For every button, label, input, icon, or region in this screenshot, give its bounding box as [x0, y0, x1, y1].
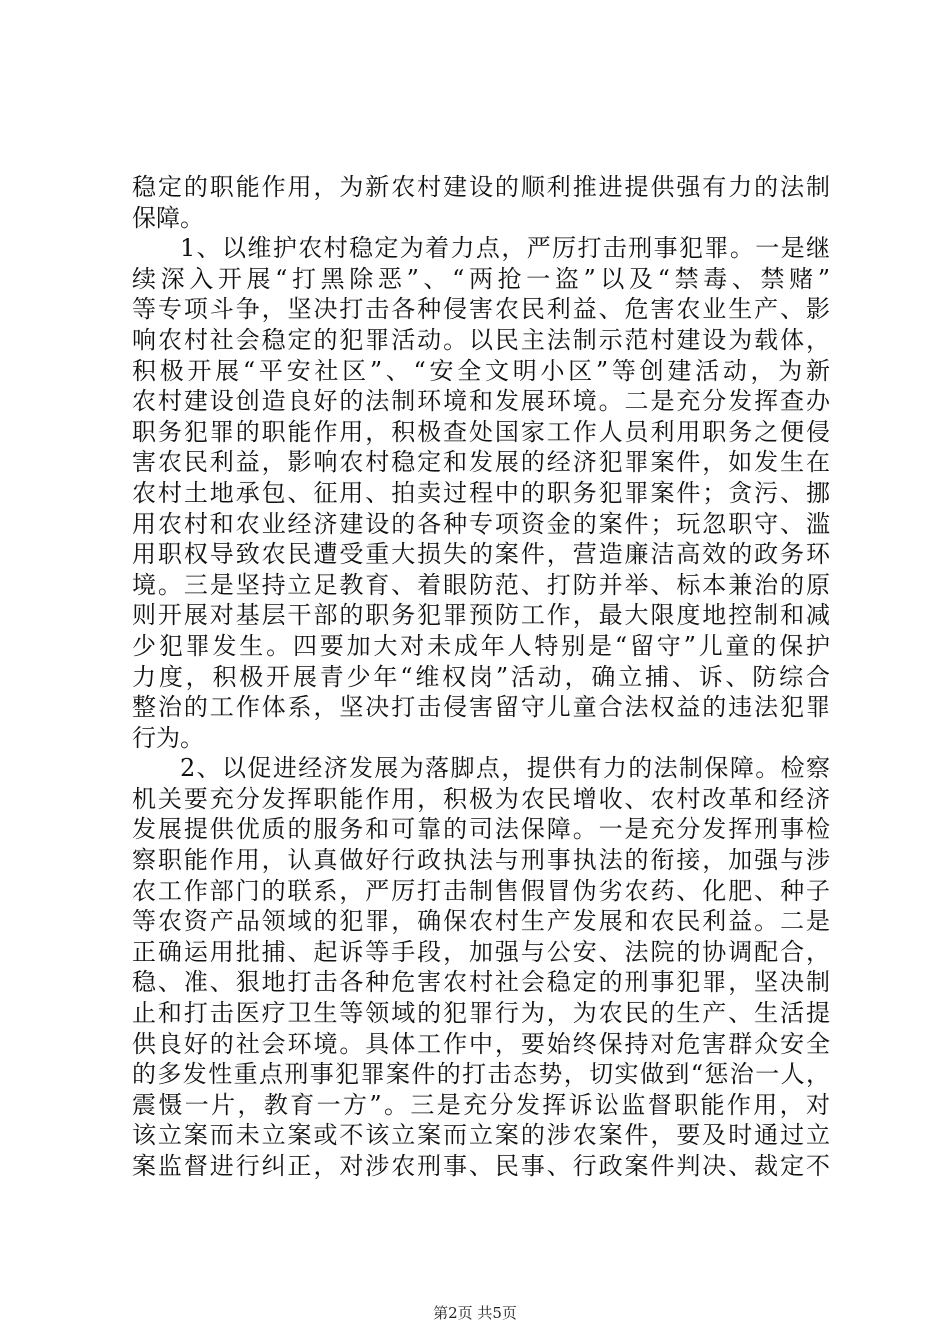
text-line: 该立案而未立案或不该立案而立案的涉农案件，要及时通过立	[132, 1121, 830, 1150]
text-line: 农村土地承包、征用、拍卖过程中的职务犯罪案件；贪污、挪	[132, 478, 830, 507]
text-line: 续深入开展“打黑除恶”、“两抢一盗”以及“禁毒、禁赌”	[132, 264, 830, 293]
text-line: 保障。	[132, 203, 204, 232]
text-line: 行为。	[132, 723, 204, 752]
text-line: 机关要充分发挥职能作用，积极为农民增收、农村改革和经济	[132, 784, 830, 813]
text-line: 害农民利益，影响农村稳定和发展的经济犯罪案件，如发生在	[132, 448, 830, 477]
text-line: 则开展对基层干部的职务犯罪预防工作，最大限度地控制和减	[132, 601, 830, 630]
text-line: 案监督进行纠正，对涉农刑事、民事、行政案件判决、裁定不	[132, 1152, 830, 1180]
text-line: 少犯罪发生。四要加大对未成年人特别是“留守”儿童的保护	[132, 631, 830, 660]
text-line: 力度，积极开展青少年“维权岗”活动，确立捕、诉、防综合	[132, 662, 830, 691]
text-line: 察职能作用，认真做好行政执法与刑事执法的衔接，加强与涉	[132, 846, 830, 875]
text-line: 稳定的职能作用，为新农村建设的顺利推进提供强有力的法制	[132, 173, 830, 201]
text-line: 发展提供优质的服务和可靠的司法保障。一是充分发挥刑事检	[132, 815, 830, 844]
page-number-footer: 第2页 共5页	[433, 1304, 517, 1322]
text-line: 1、以维护农村稳定为着力点，严厉打击刑事犯罪。一是继	[180, 234, 830, 263]
text-line: 农村建设创造良好的法制环境和发展环境。二是充分发挥查办	[132, 387, 830, 416]
text-line: 等专项斗争，坚决打击各种侵害农民利益、危害农业生产、影	[132, 295, 830, 324]
text-line: 用农村和农业经济建设的各种专项资金的案件；玩忽职守、滥	[132, 509, 830, 538]
text-line: 震慑一片，教育一方”。三是充分发挥诉讼监督职能作用，对	[132, 1090, 830, 1119]
text-line: 职务犯罪的职能作用，积极查处国家工作人员利用职务之便侵	[132, 417, 830, 446]
text-line: 用职权导致农民遭受重大损失的案件，营造廉洁高效的政务环	[132, 540, 830, 569]
text-line: 的多发性重点刑事犯罪案件的打击态势，切实做到“惩治一人，	[132, 1060, 830, 1089]
text-line: 稳、准、狠地打击各种危害农村社会稳定的刑事犯罪，坚决制	[132, 968, 830, 997]
text-line: 等农资产品领域的犯罪，确保农村生产发展和农民利益。二是	[132, 907, 830, 936]
text-line: 农工作部门的联系，严厉打击制售假冒伪劣农药、化肥、种子	[132, 876, 830, 905]
document-body	[132, 172, 830, 1182]
text-line: 2、以促进经济发展为落脚点，提供有力的法制保障。检察	[180, 754, 830, 783]
text-line: 止和打击医疗卫生等领域的犯罪行为，为农民的生产、生活提	[132, 999, 830, 1028]
text-line: 境。三是坚持立足教育、着眼防范、打防并举、标本兼治的原	[132, 570, 830, 599]
text-line: 供良好的社会环境。具体工作中，要始终保持对危害群众安全	[132, 1029, 830, 1058]
text-line: 整治的工作体系，坚决打击侵害留守儿童合法权益的违法犯罪	[132, 693, 830, 722]
text-line: 正确运用批捕、起诉等手段，加强与公安、法院的协调配合，	[132, 937, 830, 966]
text-line: 积极开展“平安社区”、“安全文明小区”等创建活动，为新	[132, 356, 830, 385]
text-line: 响农村社会稳定的犯罪活动。以民主法制示范村建设为载体，	[132, 325, 830, 354]
